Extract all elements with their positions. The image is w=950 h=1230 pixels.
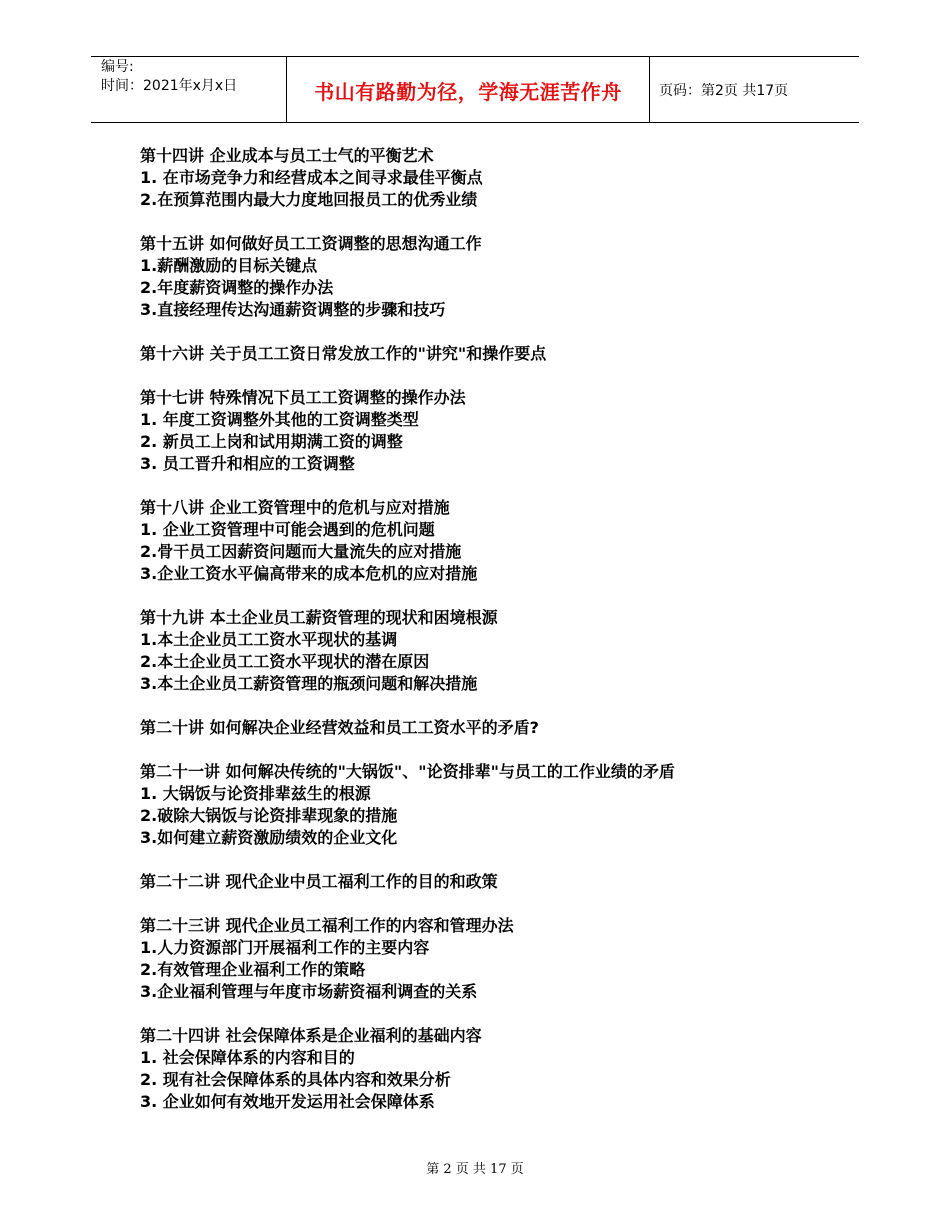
lecture-section [140, 233, 840, 321]
lecture-title: 第十四讲 企业成本与员工士气的平衡艺术 [140, 146, 434, 165]
lecture-title: 第十六讲 关于员工工资日常发放工作的"讲究"和操作要点 [140, 344, 547, 363]
lecture-section [140, 607, 840, 695]
lecture-item: 1. 年度工资调整外其他的工资调整类型 [140, 410, 419, 429]
lecture-section [140, 915, 840, 1003]
lecture-item: 3. 员工晋升和相应的工资调整 [140, 454, 355, 473]
header-top-rule [91, 56, 859, 57]
lecture-item: 3.直接经理传达沟通薪资调整的步骤和技巧 [140, 300, 446, 319]
document-number-label: 编号: [101, 59, 134, 75]
lecture-title: 第二十四讲 社会保障体系是企业福利的基础内容 [140, 1026, 482, 1045]
header-motto: 书山有路勤为径，学海无涯苦作舟 [314, 80, 622, 104]
header-divider-right [649, 56, 650, 123]
lecture-section [140, 387, 840, 475]
lecture-item: 2. 现有社会保障体系的具体内容和效果分析 [140, 1070, 451, 1089]
lecture-item: 3.本土企业员工薪资管理的瓶颈问题和解决措施 [140, 674, 478, 693]
lecture-section [140, 343, 840, 365]
lecture-item: 2. 新员工上岗和试用期满工资的调整 [140, 432, 403, 451]
page-footer: 第 2 页 共 17 页 [426, 1162, 524, 1177]
lecture-item: 1.人力资源部门开展福利工作的主要内容 [140, 938, 430, 957]
lecture-item: 2.年度薪资调整的操作办法 [140, 278, 334, 297]
lecture-title: 第十七讲 特殊情况下员工工资调整的操作办法 [140, 388, 466, 407]
lecture-item: 3.企业工资水平偏高带来的成本危机的应对措施 [140, 564, 478, 583]
document-time: 时间：2021年x月x日 [101, 78, 238, 94]
lecture-title: 第十五讲 如何做好员工工资调整的思想沟通工作 [140, 234, 482, 253]
lecture-item: 1. 社会保障体系的内容和目的 [140, 1048, 355, 1067]
lecture-item: 3.企业福利管理与年度市场薪资福利调查的关系 [140, 982, 478, 1001]
lecture-title: 第十八讲 企业工资管理中的危机与应对措施 [140, 498, 450, 517]
lecture-section [140, 761, 840, 849]
lecture-section [140, 717, 840, 739]
lecture-item: 3.如何建立薪资激励绩效的企业文化 [140, 828, 398, 847]
lecture-title: 第二十三讲 现代企业员工福利工作的内容和管理办法 [140, 916, 514, 935]
lecture-title: 第二十二讲 现代企业中员工福利工作的目的和政策 [140, 872, 498, 891]
lecture-item: 1. 大锅饭与论资排辈兹生的根源 [140, 784, 371, 803]
lecture-section [140, 145, 840, 211]
lecture-title: 第二十一讲 如何解决传统的"大锅饭"、"论资排辈"与员工的工作业绩的矛盾 [140, 762, 675, 781]
lecture-item: 1.薪酬激励的目标关键点 [140, 256, 318, 275]
lecture-item: 1. 在市场竞争力和经营成本之间寻求最佳平衡点 [140, 168, 483, 187]
lecture-section [140, 497, 840, 585]
lecture-item: 2.骨干员工因薪资问题而大量流失的应对措施 [140, 542, 462, 561]
header-bottom-rule [91, 122, 859, 123]
lecture-section [140, 1025, 840, 1113]
lecture-title: 第十九讲 本土企业员工薪资管理的现状和困境根源 [140, 608, 498, 627]
header-meta [101, 58, 237, 96]
lecture-section [140, 871, 840, 893]
lecture-item: 1. 企业工资管理中可能会遇到的危机问题 [140, 520, 435, 539]
lecture-item: 3. 企业如何有效地开发运用社会保障体系 [140, 1092, 435, 1111]
lecture-item: 2.破除大锅饭与论资排辈现象的措施 [140, 806, 398, 825]
lecture-item: 2.在预算范围内最大力度地回报员工的优秀业绩 [140, 190, 478, 209]
lecture-title: 第二十讲 如何解决企业经营效益和员工工资水平的矛盾? [140, 718, 539, 737]
lecture-item: 1.本土企业员工工资水平现状的基调 [140, 630, 398, 649]
lecture-outline [140, 145, 840, 1135]
lecture-item: 2.本土企业员工工资水平现状的潜在原因 [140, 652, 430, 671]
header-page-code: 页码：第2页 共17页 [659, 83, 789, 99]
lecture-item: 2.有效管理企业福利工作的策略 [140, 960, 366, 979]
